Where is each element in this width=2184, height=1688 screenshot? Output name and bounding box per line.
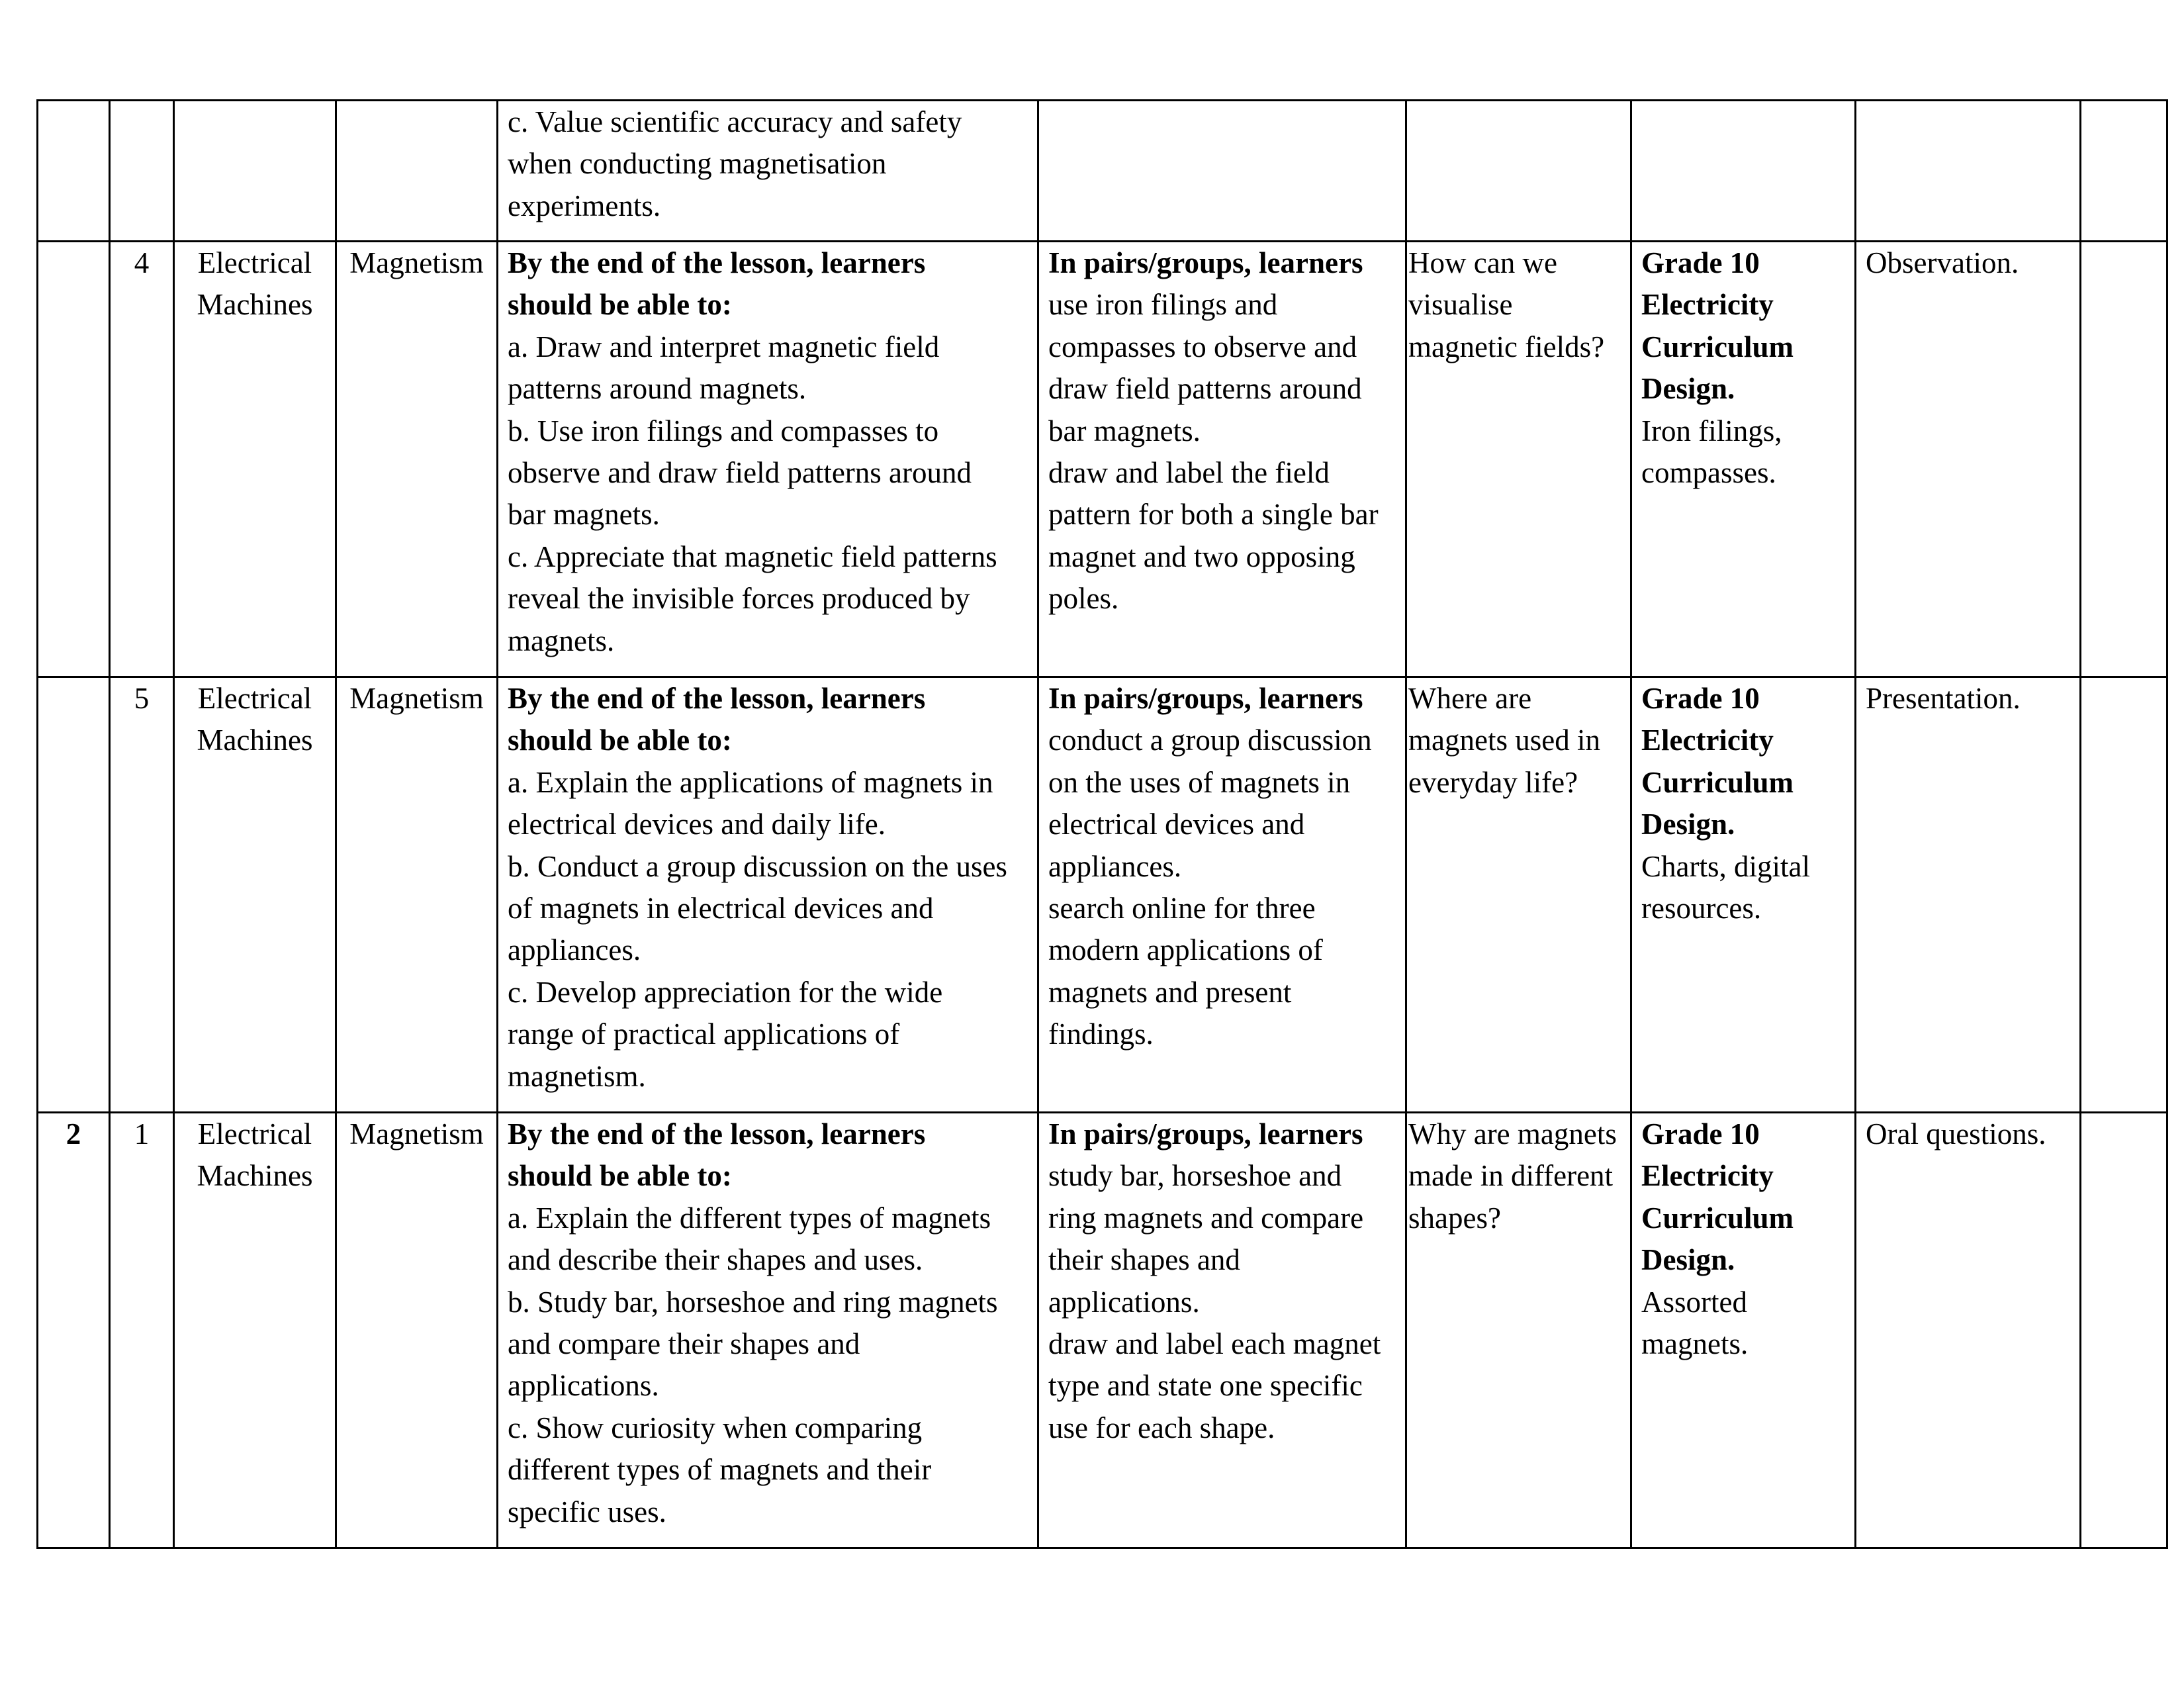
cell-line: In pairs/groups, learners <box>1048 1117 1363 1150</box>
cell-line: pattern for both a single bar <box>1048 498 1379 532</box>
cell-line: ring magnets and compare <box>1048 1201 1364 1235</box>
table-row <box>38 677 2167 1113</box>
strand-cell <box>174 1113 336 1548</box>
cell-line: 4 <box>134 246 150 279</box>
cell-line: draw field patterns around <box>1048 372 1362 406</box>
cell-line: of magnets in electrical devices and <box>508 892 934 925</box>
cell-line: visualise <box>1408 288 1513 322</box>
cell-line: everyday life? <box>1408 765 1578 799</box>
cell-line: Curriculum <box>1641 1201 1794 1235</box>
cell-line: By the end of the lesson, learners <box>508 246 926 279</box>
cell-line: How can we <box>1408 246 1557 279</box>
cell-line: Machines <box>197 1159 313 1193</box>
cell-line: In pairs/groups, learners <box>1048 246 1363 279</box>
cell-line: Electrical <box>197 1117 312 1150</box>
sub-strand-cell <box>336 101 498 242</box>
table-row <box>38 242 2167 677</box>
cell-line: findings. <box>1048 1017 1154 1051</box>
lesson-cell <box>110 101 174 242</box>
cell-line: c. Show curiosity when comparing <box>508 1411 923 1444</box>
cell-line: Curriculum <box>1641 765 1794 799</box>
assessment-cell <box>1856 101 2081 242</box>
cell-line: Electricity <box>1641 1159 1774 1193</box>
key-inquiry-question-cell <box>1406 101 1631 242</box>
cell-line: Why are magnets <box>1408 1117 1617 1150</box>
cell-line: Grade 10 <box>1641 1117 1760 1150</box>
learning-resources-cell <box>1631 1113 1856 1548</box>
cell-line: bar magnets. <box>1048 414 1201 447</box>
cell-line: b. Conduct a group discussion on the uses <box>508 849 1007 883</box>
learning-resources-cell <box>1631 101 1856 242</box>
cell-line: applications. <box>1048 1285 1200 1319</box>
learning-experiences-cell <box>1038 242 1406 677</box>
learning-resources-cell <box>1631 677 1856 1113</box>
cell-line: By the end of the lesson, learners <box>508 682 926 715</box>
cell-line: when conducting magnetisation <box>508 147 887 181</box>
cell-line: on the uses of magnets in <box>1048 765 1351 799</box>
lesson-cell <box>110 1113 174 1548</box>
cell-line: Electricity <box>1641 288 1774 322</box>
cell-line: a. Explain the applications of magnets in <box>508 765 993 799</box>
assessment-cell <box>1856 1113 2081 1548</box>
cell-line: Magnetism <box>349 1117 484 1150</box>
cell-line: bar magnets. <box>508 498 660 532</box>
sub-strand-cell <box>336 1113 498 1548</box>
cell-line: use for each shape. <box>1048 1411 1275 1444</box>
strand-cell <box>174 101 336 242</box>
learning-outcomes-cell <box>498 242 1038 677</box>
cell-line: their shapes and <box>1048 1243 1240 1277</box>
cell-line: electrical devices and daily life. <box>508 808 886 841</box>
cell-line: should be able to: <box>508 724 732 757</box>
cell-line: Magnetism <box>349 682 484 715</box>
cell-line: Assorted <box>1641 1285 1747 1319</box>
cell-line: Observation. <box>1866 246 2019 279</box>
reflection-cell <box>2081 101 2167 242</box>
cell-line: conduct a group discussion <box>1048 724 1372 757</box>
cell-line: magnetic fields? <box>1408 330 1605 363</box>
cell-line: Oral questions. <box>1866 1117 2046 1150</box>
week-cell <box>38 101 110 242</box>
cell-line: appliances. <box>508 933 641 967</box>
table-body <box>38 101 2167 1548</box>
lesson-cell <box>110 677 174 1113</box>
cell-line: modern applications of <box>1048 933 1323 967</box>
assessment-cell <box>1856 242 2081 677</box>
reflection-cell <box>2081 242 2167 677</box>
cell-line: Machines <box>197 288 313 322</box>
cell-line: 1 <box>134 1117 150 1150</box>
key-inquiry-question-cell <box>1406 242 1631 677</box>
cell-line: By the end of the lesson, learners <box>508 1117 926 1150</box>
cell-line: type and state one specific <box>1048 1369 1363 1403</box>
key-inquiry-question-cell <box>1406 1113 1631 1548</box>
cell-line: c. Develop appreciation for the wide <box>508 975 943 1009</box>
cell-line: magnets. <box>1641 1327 1749 1361</box>
cell-line: applications. <box>508 1369 659 1403</box>
cell-line: magnetism. <box>508 1059 646 1093</box>
cell-line: a. Explain the different types of magnets <box>508 1201 991 1235</box>
cell-line: use iron filings and <box>1048 288 1278 322</box>
cell-line: c. Appreciate that magnetic field patterns <box>508 539 997 573</box>
assessment-cell <box>1856 677 2081 1113</box>
cell-line: made in different <box>1408 1159 1614 1193</box>
scheme-of-work-table <box>36 99 2168 1549</box>
cell-line: Grade 10 <box>1641 246 1760 279</box>
cell-line: specific uses. <box>508 1495 666 1528</box>
learning-experiences-cell <box>1038 677 1406 1113</box>
cell-line: magnets used in <box>1408 724 1600 757</box>
cell-line: magnets. <box>508 624 615 657</box>
cell-line: resources. <box>1641 892 1762 925</box>
cell-line: In pairs/groups, learners <box>1048 682 1363 715</box>
cell-line: Iron filings, <box>1641 414 1782 447</box>
learning-experiences-cell <box>1038 101 1406 242</box>
cell-line: 5 <box>134 682 150 715</box>
week-cell <box>38 1113 110 1548</box>
cell-line: study bar, horseshoe and <box>1048 1159 1342 1193</box>
cell-line: Design. <box>1641 808 1735 841</box>
strand-cell <box>174 242 336 677</box>
cell-line: Design. <box>1641 372 1735 406</box>
cell-line: Machines <box>197 724 313 757</box>
cell-line: c. Value scientific accuracy and safety <box>508 105 962 138</box>
cell-line: and describe their shapes and uses. <box>508 1243 923 1277</box>
cell-line: Curriculum <box>1641 330 1794 363</box>
learning-outcomes-cell <box>498 1113 1038 1548</box>
cell-line: different types of magnets and their <box>508 1453 932 1487</box>
learning-outcomes-cell <box>498 101 1038 242</box>
cell-line: Charts, digital <box>1641 849 1810 883</box>
cell-line: appliances. <box>1048 849 1182 883</box>
reflection-cell <box>2081 1113 2167 1548</box>
cell-line: and compare their shapes and <box>508 1327 860 1361</box>
cell-line: magnet and two opposing <box>1048 539 1355 573</box>
cell-line: electrical devices and <box>1048 808 1305 841</box>
cell-line: draw and label each magnet <box>1048 1327 1381 1361</box>
cell-line: Electrical <box>197 246 312 279</box>
cell-line: shapes? <box>1408 1201 1501 1235</box>
cell-line: magnets and present <box>1048 975 1292 1009</box>
key-inquiry-question-cell <box>1406 677 1631 1113</box>
strand-cell <box>174 677 336 1113</box>
cell-line: observe and draw field patterns around <box>508 456 972 490</box>
cell-line: range of practical applications of <box>508 1017 900 1051</box>
cell-line: b. Study bar, horseshoe and ring magnets <box>508 1285 998 1319</box>
cell-line: Where are <box>1408 682 1532 715</box>
lesson-cell <box>110 242 174 677</box>
cell-line: search online for three <box>1048 892 1316 925</box>
cell-line: reveal the invisible forces produced by <box>508 582 970 616</box>
table-row <box>38 1113 2167 1548</box>
cell-line: patterns around magnets. <box>508 372 807 406</box>
cell-line: Magnetism <box>349 246 484 279</box>
cell-line: Grade 10 <box>1641 682 1760 715</box>
cell-line: a. Draw and interpret magnetic field <box>508 330 940 363</box>
cell-line: should be able to: <box>508 1159 732 1193</box>
cell-line: Electricity <box>1641 724 1774 757</box>
cell-line: Design. <box>1641 1243 1735 1277</box>
table-row <box>38 101 2167 242</box>
cell-line: draw and label the field <box>1048 456 1330 490</box>
sub-strand-cell <box>336 677 498 1113</box>
week-cell <box>38 242 110 677</box>
cell-line: Electrical <box>197 682 312 715</box>
sub-strand-cell <box>336 242 498 677</box>
learning-outcomes-cell <box>498 677 1038 1113</box>
reflection-cell <box>2081 677 2167 1113</box>
cell-line: experiments. <box>508 189 661 222</box>
cell-line: 2 <box>66 1117 81 1150</box>
cell-line: compasses. <box>1641 456 1776 490</box>
cell-line: poles. <box>1048 582 1119 616</box>
week-cell <box>38 677 110 1113</box>
cell-line: compasses to observe and <box>1048 330 1357 363</box>
learning-resources-cell <box>1631 242 1856 677</box>
cell-line: should be able to: <box>508 288 732 322</box>
cell-line: b. Use iron filings and compasses to <box>508 414 939 447</box>
cell-line: Presentation. <box>1866 682 2021 715</box>
learning-experiences-cell <box>1038 1113 1406 1548</box>
